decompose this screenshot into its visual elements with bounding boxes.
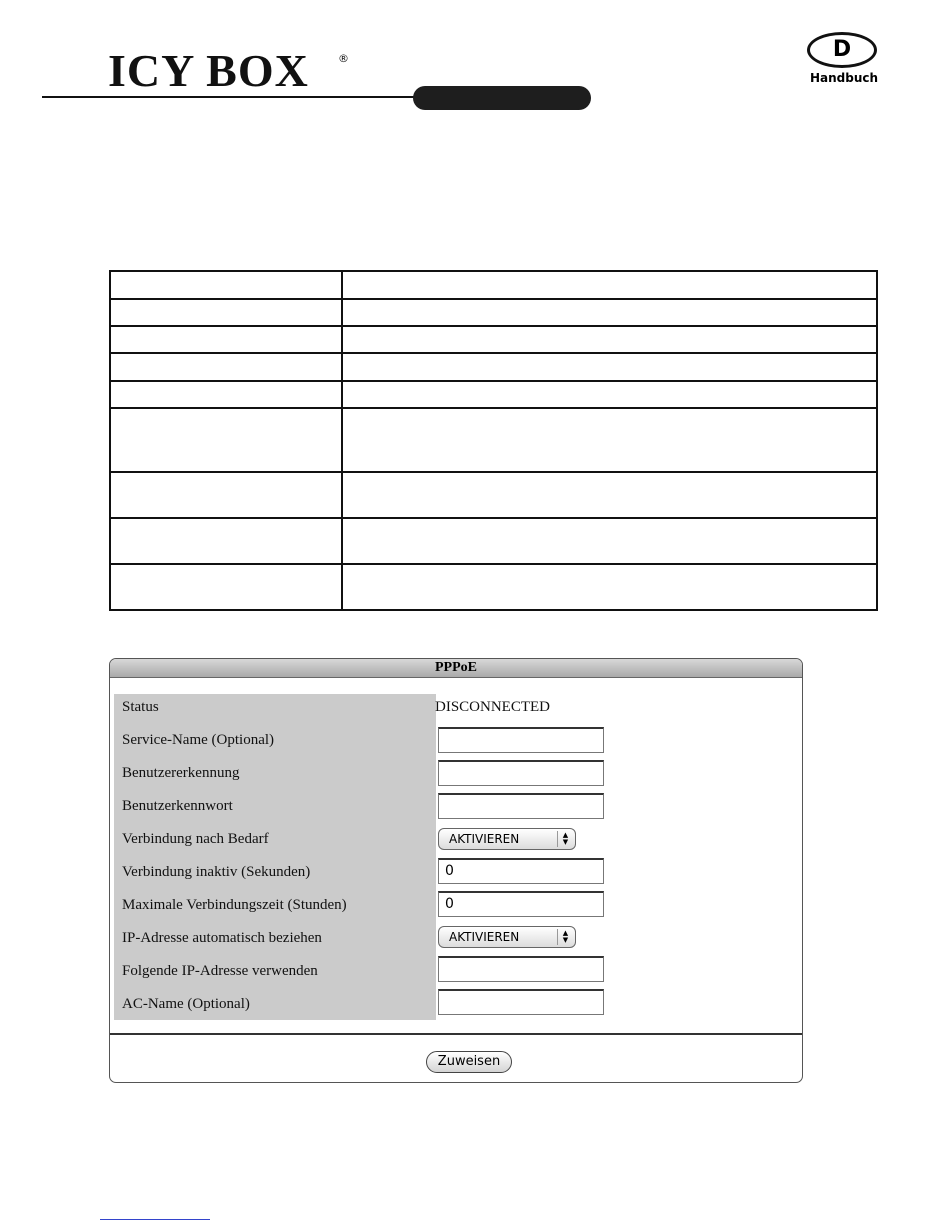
table-cell xyxy=(342,299,877,326)
header-tab-bar xyxy=(413,86,591,110)
table-cell xyxy=(110,381,342,408)
label-status: Status xyxy=(122,699,159,715)
table-cell xyxy=(342,353,877,381)
panel-divider xyxy=(110,1033,802,1035)
table-cell xyxy=(342,381,877,408)
connect-on-demand-select[interactable] xyxy=(438,828,576,850)
obtain-ip-value: AKTIVIEREN xyxy=(449,930,520,944)
table-cell xyxy=(110,472,342,518)
table-cell xyxy=(110,518,342,564)
status-value: DISCONNECTED xyxy=(435,699,550,715)
table-cell xyxy=(342,326,877,353)
apply-button[interactable]: Zuweisen xyxy=(426,1051,512,1073)
table-cell xyxy=(342,564,877,610)
table-cell xyxy=(342,472,877,518)
table-cell xyxy=(342,271,877,299)
idle-timeout-input[interactable]: 0 xyxy=(438,858,604,884)
label-idle-timeout: Verbindung inaktiv (Sekunden) xyxy=(122,864,311,880)
connect-on-demand-value: AKTIVIEREN xyxy=(449,832,520,846)
label-password: Benutzerkennwort xyxy=(122,798,233,814)
updown-arrows-icon: ▲ ▼ xyxy=(557,929,573,945)
label-username: Benutzererkennung xyxy=(122,765,240,781)
footer-link-line xyxy=(100,1219,210,1220)
label-ac-name: AC-Name (Optional) xyxy=(122,996,250,1012)
table-cell xyxy=(110,299,342,326)
label-max-connection-time: Maximale Verbindungszeit (Stunden) xyxy=(122,897,347,913)
table-cell xyxy=(342,408,877,472)
ac-name-input[interactable] xyxy=(438,989,604,1015)
label-service-name: Service-Name (Optional) xyxy=(122,732,275,748)
table-cell xyxy=(342,518,877,564)
username-input[interactable] xyxy=(438,760,604,786)
max-connection-time-input[interactable]: 0 xyxy=(438,891,604,917)
table-cell xyxy=(110,353,342,381)
pppoe-panel xyxy=(109,658,803,1083)
reference-table xyxy=(109,270,878,611)
table-cell xyxy=(110,326,342,353)
table-cell xyxy=(110,271,342,299)
language-label: Handbuch xyxy=(809,71,879,85)
table-cell xyxy=(110,408,342,472)
registered-mark: ® xyxy=(338,52,349,65)
updown-arrows-icon: ▲ ▼ xyxy=(557,831,573,847)
static-ip-input[interactable] xyxy=(438,956,604,982)
label-connect-on-demand: Verbindung nach Bedarf xyxy=(122,831,269,847)
panel-title: PPPoE xyxy=(110,659,802,678)
label-column xyxy=(114,694,436,1020)
header-rule xyxy=(42,96,422,98)
language-badge: D xyxy=(807,32,877,68)
table-cell xyxy=(110,564,342,610)
label-use-following-ip: Folgende IP-Adresse verwenden xyxy=(122,963,318,979)
password-input[interactable] xyxy=(438,793,604,819)
brand-logo: ICY BOX xyxy=(108,45,309,96)
service-name-input[interactable] xyxy=(438,727,604,753)
label-obtain-ip-automatically: IP-Adresse automatisch beziehen xyxy=(122,930,322,946)
obtain-ip-select[interactable] xyxy=(438,926,576,948)
